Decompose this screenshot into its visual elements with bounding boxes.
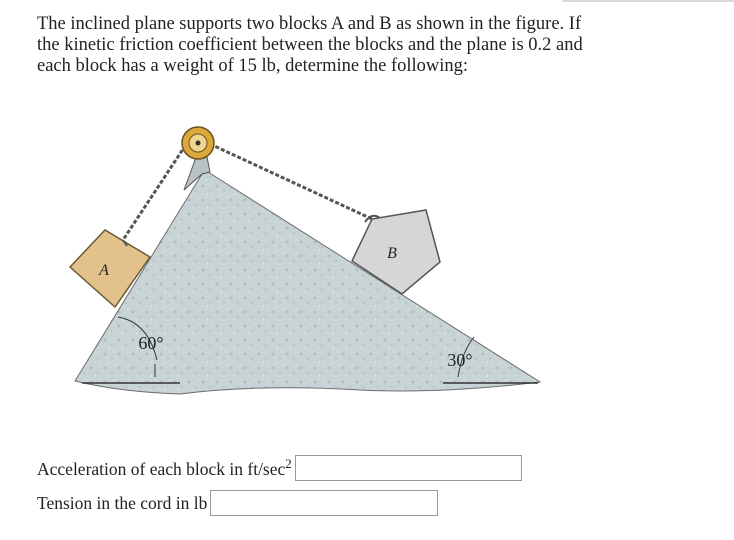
block-b-label: B bbox=[387, 245, 397, 262]
tension-question bbox=[37, 490, 438, 516]
acceleration-label: Acceleration of each block in $ft/\sec^2$ bbox=[37, 456, 292, 479]
acceleration-input[interactable] bbox=[295, 455, 522, 481]
block-a-label: A bbox=[99, 262, 109, 279]
angle-label-right: 30° bbox=[447, 350, 473, 370]
tension-label: Tension in the cord in lb bbox=[37, 492, 208, 513]
inclined-plane-figure bbox=[60, 112, 560, 402]
problem-statement: The inclined plane supports two blocks A and B as shown in the figure. If the kinetic friction coefficient between the blocks and the plane is 0.2 and each block has a weight of 15 lb, determine the following: bbox=[37, 14, 583, 76]
pulley-axle bbox=[196, 141, 201, 146]
top-divider bbox=[562, 0, 734, 2]
tension-input[interactable] bbox=[210, 490, 438, 516]
angle-label-left: 60° bbox=[138, 333, 164, 353]
acceleration-question bbox=[37, 455, 522, 481]
